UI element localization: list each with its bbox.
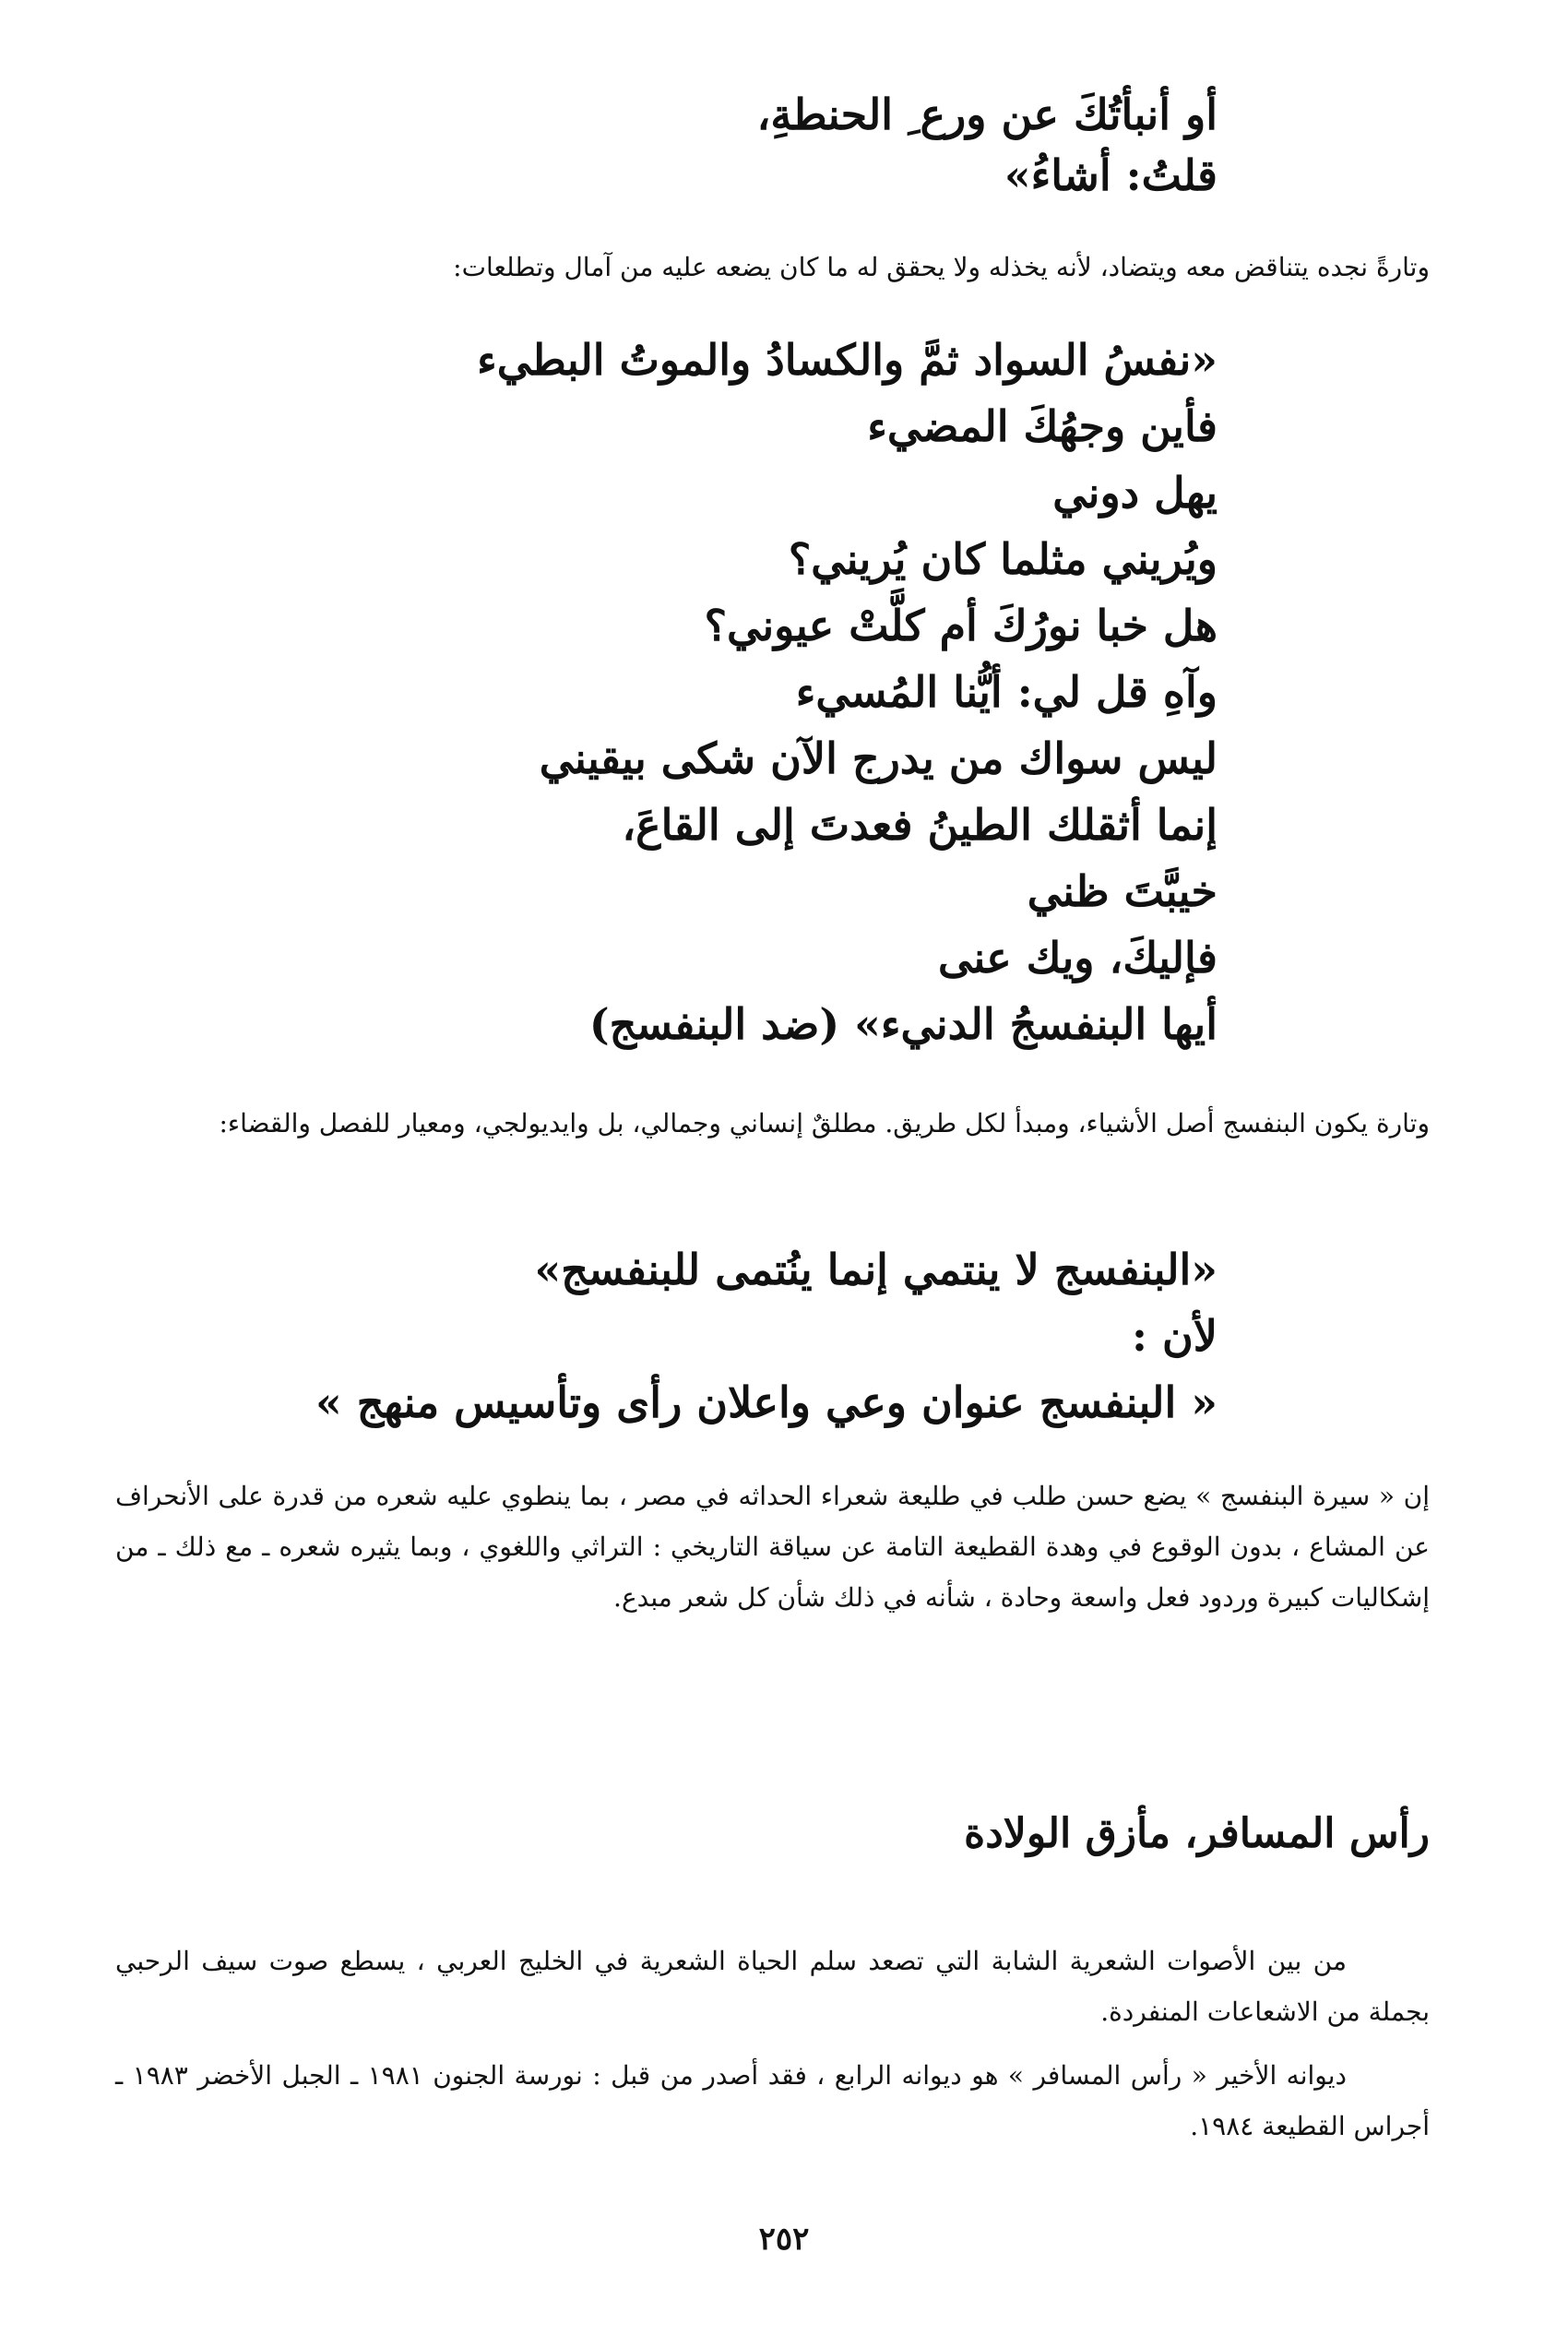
paragraph [115, 1936, 1430, 2037]
poem-line: أو أنبأتُكَ عن ورع ِ الحنطةِ، [756, 89, 1218, 139]
poem-line: خيبَّتَ ظني [1027, 866, 1218, 916]
poem-line: لأن : [1131, 1311, 1218, 1361]
poem-line: ليس سواك من يدرج الآن شكى بيقيني [539, 733, 1218, 783]
paragraph [115, 1471, 1430, 1623]
poem-line: يهل دوني [1052, 468, 1218, 518]
page-number: ٢٥٢ [758, 2221, 810, 2258]
paragraph [115, 2050, 1430, 2151]
poem-line: وآهِ قل لي: أيُّنا المُسيء [795, 667, 1218, 717]
paragraph [115, 242, 1430, 292]
paragraph-text: إن « سيرة البنفسج » يضع حسن طلب في طليعة شعراء الحداثه في مصر ، بما ينطوي عليه شعره من قدرة على الأنحراف عن المشاع ، بدون الوقوع في وهدة القطيعة التامة عن سياقة التاريخي : التراثي واللغوي ، وبما يثيره شعره ـ مع ذلك ـ من إشكاليات كبيرة وردود فعل واسعة وحادة ، شأنه في ذلك شأن كل شعر مبدع. [115, 1481, 1430, 1613]
poem-line: ويُريني مثلما كان يُريني؟ [788, 534, 1218, 584]
poem-line: أيها البنفسجُ الدنيء» (ضد البنفسج) [588, 999, 1218, 1049]
poem-line: قلتُ: أشاءُ» [1004, 150, 1218, 200]
paragraph [115, 1098, 1430, 1149]
paragraph-text: من بين الأصوات الشعرية الشابة التي تصعد سلم الحياة الشعرية في الخليج العربي ، يسطع صوت سيف الرحبي بجملة من الاشعاعات المنفردة. [115, 1946, 1430, 2027]
poem-line: فإليكَ، ويك عنى [938, 933, 1218, 983]
paragraph-text: وتارةً نجده يتناقض معه ويتضاد، لأنه يخذله ولا يحقق له ما كان يضعه عليه من آمال وتطلعات: [453, 252, 1430, 282]
poem-line: إنما أثقلك الطينُ فعدتَ إلى القاعَ، [622, 800, 1218, 850]
paragraph-text: وتارة يكون البنفسج أصل الأشياء، ومبدأ لكل طريق. مطلقٌ إنساني وجمالي، بل وايديولجي، ومعيار للفصل والقضاء: [219, 1108, 1430, 1138]
poem-line: هل خبا نورُكَ أم كلَّتْ عيوني؟ [704, 601, 1218, 650]
poem-line: «البنفسج لا ينتمي إنما ينُتمى للبنفسج» [534, 1245, 1218, 1294]
poem-line: فأين وجهُكَ المضيء [867, 401, 1218, 451]
section-heading: رأس المسافر، مأزق الولادة [964, 1810, 1430, 1857]
paragraph-text: ديوانه الأخير « رأس المسافر » هو ديوانه الرابع ، فقد أصدر من قبل : نورسة الجنون ١٩٨١ ـ الجبل الأخضر ١٩٨٣ ـ أجراس القطيعة ١٩٨٤. [115, 2060, 1430, 2141]
poem-line: « البنفسج عنوان وعي واعلان رأى وتأسيس منهج » [315, 1377, 1218, 1427]
poem-line: «نفسُ السواد ثمَّ والكسادُ والموتُ البطيء [477, 335, 1218, 385]
